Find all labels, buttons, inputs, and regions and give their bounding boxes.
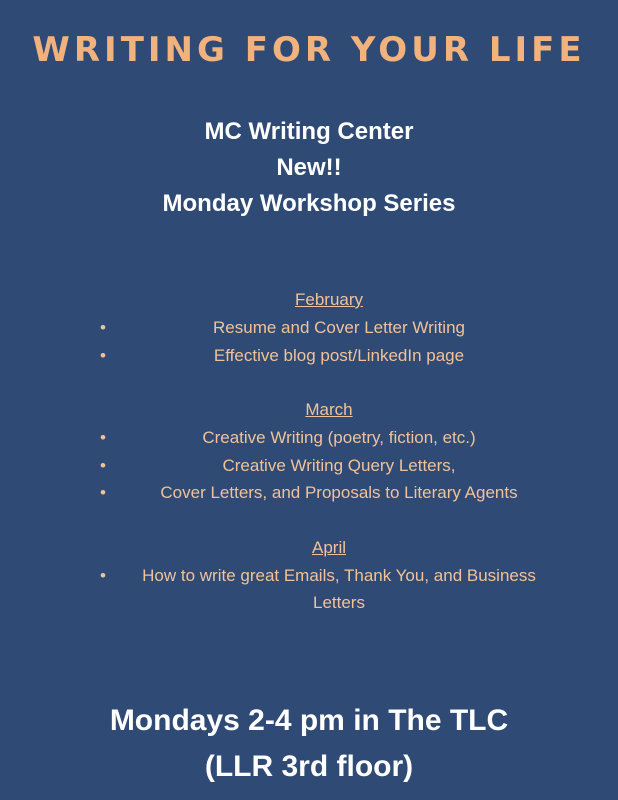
workshop-title: How to write great Emails, Thank You, and Business Letters bbox=[142, 565, 536, 612]
bullet-icon: • bbox=[100, 428, 106, 447]
month-heading-march: March bbox=[305, 400, 353, 419]
list-item bbox=[100, 452, 538, 480]
meeting-time: Mondays 2-4 pm in The TLC bbox=[109, 704, 509, 737]
bullet-icon: • bbox=[100, 483, 106, 502]
workshop-title: Creative Writing (poetry, fiction, etc.) bbox=[202, 428, 476, 447]
list-item bbox=[100, 314, 538, 342]
workshop-title: Creative Writing Query Letters, bbox=[222, 455, 456, 475]
list-item bbox=[100, 424, 538, 452]
list-item bbox=[100, 479, 538, 507]
bullet-icon: • bbox=[100, 455, 106, 475]
workshop-title: Resume and Cover Letter Writing bbox=[213, 318, 465, 337]
subtitle-line-series: Monday Workshop Series bbox=[162, 190, 456, 217]
subtitle-block bbox=[0, 114, 618, 222]
bullet-icon: • bbox=[100, 565, 106, 585]
workshop-schedule bbox=[100, 286, 538, 617]
bullet-icon: • bbox=[100, 345, 106, 365]
list-item bbox=[100, 562, 538, 617]
subtitle-line-center: MC Writing Center bbox=[204, 118, 414, 145]
list-item bbox=[100, 342, 538, 370]
workshop-title: Cover Letters, and Proposals to Literary Agents bbox=[160, 483, 518, 502]
workshop-title: Effective blog post/LinkedIn page bbox=[213, 345, 465, 365]
time-location-block bbox=[0, 698, 618, 790]
meeting-location: (LLR 3rd floor) bbox=[204, 750, 414, 783]
flyer-title: WRITING FOR YOUR LIFE bbox=[32, 30, 586, 70]
month-heading-february: February bbox=[294, 290, 364, 309]
month-heading-april: April bbox=[311, 537, 346, 557]
subtitle-line-new: New!! bbox=[276, 154, 342, 181]
bullet-icon: • bbox=[100, 318, 106, 337]
